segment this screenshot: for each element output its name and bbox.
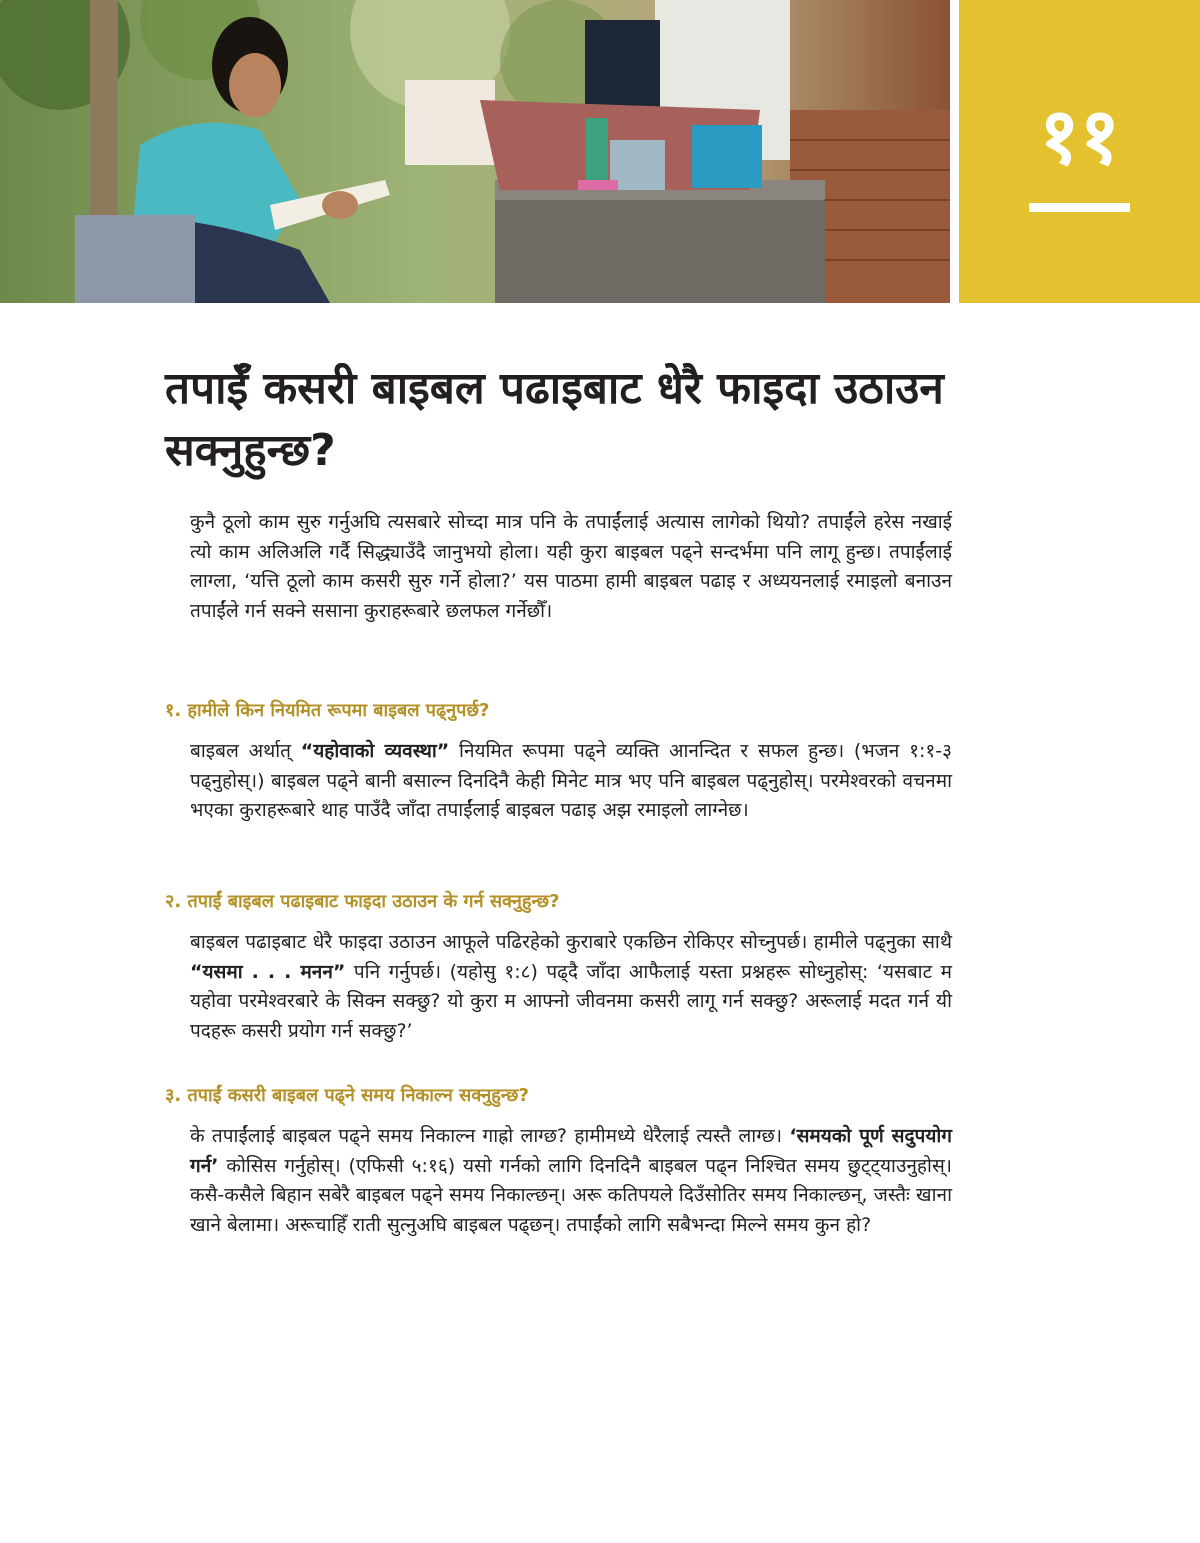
section-question: २. तपाईं बाइबल पढाइबाट फाइदा उठाउन के गर्न सक्नुहुन्छ? [165, 891, 560, 912]
answer-emphasis: ‘समयको पूर्ण सदुपयोग गर्न’ [190, 1125, 952, 1177]
answer-emphasis: “यसमा . . . मनन” [190, 960, 346, 983]
hero-photo [0, 0, 950, 303]
lesson-number: ११ [1038, 92, 1121, 182]
section-question: ३. तपाईं कसरी बाइबल पढ्ने समय निकाल्न सक्नुहुन्छ? [165, 1085, 529, 1106]
answer-text: कोसिस गर्नुहोस्। (एफिसी ५:१६) यसो गर्नको लागि दिनदिनै बाइबल पढ्न निश्चित समय छुट्ट्याउनुहोस्। कसै-कसैले बिहान सबेरै बाइबल पढ्ने समय निकाल्छन्। अरू कतिपयले दिउँसोतिर समय निकाल्छन्, जस्तैः खाना खाने बेलामा। अरूचाहिँ राती सुत्नुअघि बाइबल पढ्छन्। तपाईंको लागि सबैभन्दा मिल्ने समय कुन हो? [190, 1154, 952, 1236]
answer-text: पनि गर्नुपर्छ। (यहोसु १:८) पढ्दै जाँदा आफैलाई यस्ता प्रश्नहरू सोध्नुहोस्: ‘यसबाट म यहोवा परमेश्वरबारे के सिक्न सक्छु? यो कुरा म आफ्नो जीवनमा कसरी लागू गर्न सक्छु? अरूलाई मदत गर्न यी पदहरू कसरी प्रयोग गर्न सक्छु?’ [190, 960, 952, 1042]
answer-text: बाइबल अर्थात् [190, 740, 301, 762]
answer-text: बाइबल पढाइबाट धेरै फाइदा उठाउन आफूले पढिरहेको कुराबारे एकछिन रोकिएर सोच्नुपर्छ। हामीले पढ्नुका साथै [190, 931, 952, 953]
section-answer [190, 928, 952, 1046]
section-question: १. हामीले किन नियमित रूपमा बाइबल पढ्नुपर्छ? [165, 700, 490, 721]
answer-text: नियमित रूपमा पढ्ने व्यक्ति आनन्दित र सफल हुन्छ। (भजन १:१-३ पढ्नुहोस्।) बाइबल पढ्ने बानी बसाल्न दिनदिनै केही मिनेट मात्र भए पनि बाइबल पढ्नुहोस्। परमेश्वरको वचनमा भएका कुराहरूबारे थाह पाउँदै जाँदा तपाईंलाई बाइबल पढाइ अझ रमाइलो लाग्नेछ। [190, 740, 952, 821]
answer-emphasis: “यहोवाको व्यवस्था” [300, 740, 450, 762]
page-title: तपाईँ कसरी बाइबल पढाइबाट धेरै फाइदा उठाउन सक्नुहुन्छ? [165, 363, 944, 476]
section-2 [165, 888, 952, 1046]
answer-text: के तपाईंलाई बाइबल पढ्ने समय निकाल्न गाह्रो लाग्छ? हामीमध्ये धेरैलाई त्यस्तै लाग्छ। [190, 1125, 790, 1147]
lesson-number-panel [959, 0, 1200, 303]
intro-paragraph: कुनै ठूलो काम सुरु गर्नुअघि त्यसबारे सोच्दा मात्र पनि के तपाईंलाई अत्यास लागेको थियो? तपाईंले हरेस नखाई त्यो काम अलिअलि गर्दै सिद्ध्याउँदै जानुभयो होला। यही कुरा बाइबल पढ्ने सन्दर्भमा पनि लागू हुन्छ। तपाईंलाई लाग्ला, ‘यत्ति ठूलो काम कसरी सुरु गर्ने होला?’ यस पाठमा हामी बाइबल पढाइ र अध्ययनलाई रमाइलो बनाउन तपाईंले गर्न सक्ने ससाना कुराहरूबारे छलफल गर्नेछौँ। [190, 511, 952, 622]
section-3 [165, 1082, 952, 1240]
section-answer [190, 737, 952, 826]
section-1 [165, 697, 952, 826]
lesson-number-underline [1029, 203, 1130, 212]
section-answer [190, 1122, 952, 1240]
